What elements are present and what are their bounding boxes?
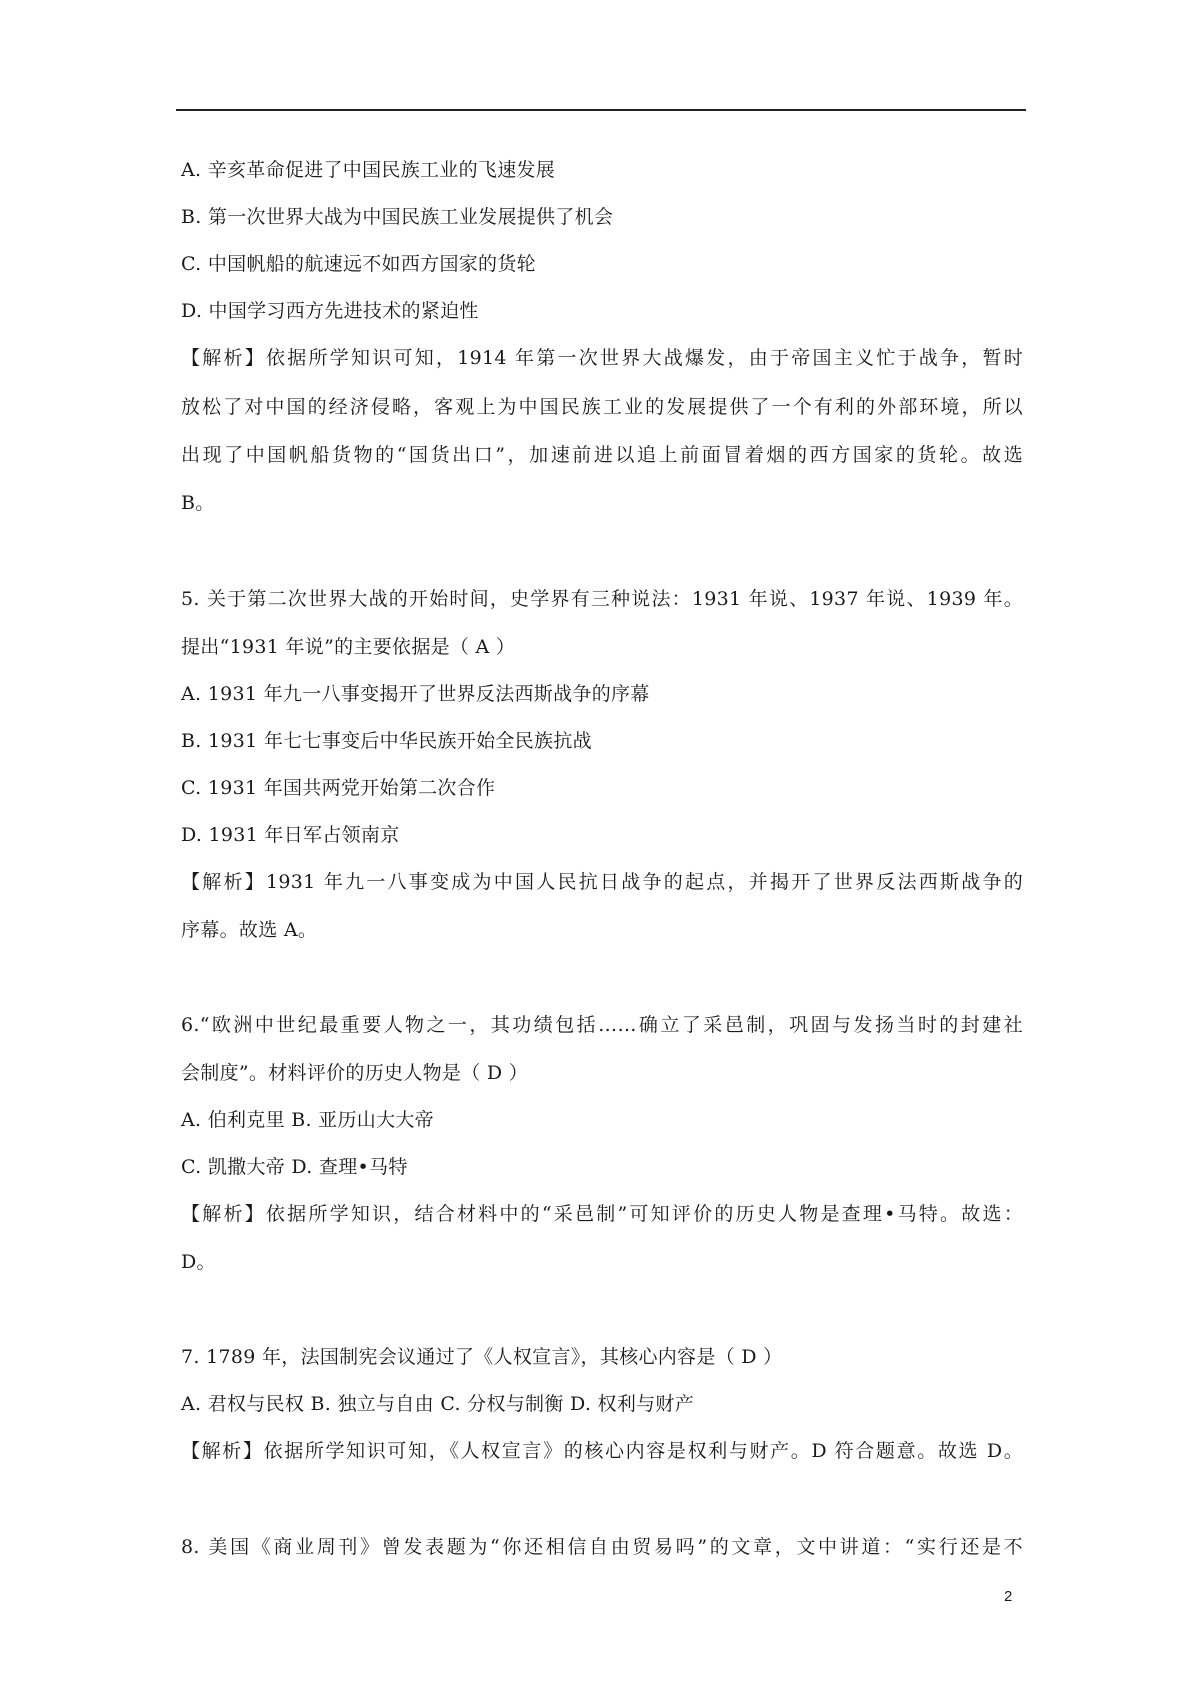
q4-analysis-line-4: B。 — [181, 492, 215, 514]
q5-analysis-line-2: 序幕。故选 A。 — [181, 919, 318, 941]
q6-stem-line-1: 6.“欧洲中世纪最重要人物之一，其功绩包括……确立了采邑制，巩固与发扬当时的封建社 — [181, 1014, 1023, 1036]
q8-stem-line-1: 8. 美国《商业周刊》曾发表题为“你还相信自由贸易吗”的文章，文中讲道：“实行还是不 — [181, 1536, 1023, 1558]
q6-options-cd: C. 凯撒大帝 D. 查理•马特 — [181, 1156, 408, 1178]
q6-analysis-line-2: D。 — [181, 1251, 216, 1273]
q5-stem-line-2: 提出“1931 年说”的主要依据是（ A ） — [181, 636, 516, 658]
q5-option-d: D. 1931 年日军占领南京 — [181, 824, 400, 846]
q6-stem-line-2: 会制度”。材料评价的历史人物是（ D ） — [181, 1062, 529, 1084]
q6-options-ab: A. 伯利克里 B. 亚历山大大帝 — [181, 1109, 434, 1131]
q5-option-c: C. 1931 年国共两党开始第二次合作 — [181, 777, 496, 799]
q4-analysis-line-3: 出现了中国帆船货物的“国货出口”，加速前进以追上前面冒着烟的西方国家的货轮。故选 — [181, 444, 1023, 466]
q4-option-a: A. 辛亥革命促进了中国民族工业的飞速发展 — [181, 159, 556, 181]
q4-option-d: D. 中国学习西方先进技术的紧迫性 — [181, 300, 479, 322]
q4-analysis-line-2: 放松了对中国的经济侵略，客观上为中国民族工业的发展提供了一个有利的外部环境，所以 — [181, 396, 1023, 418]
q7-analysis: 【解析】依据所学知识可知，《人权宣言》的核心内容是权利与财产。D 符合题意。故选 D。 — [181, 1440, 1023, 1462]
q4-analysis-line-1: 【解析】依据所学知识可知，1914 年第一次世界大战爆发，由于帝国主义忙于战争，暂时 — [181, 347, 1023, 369]
q5-option-b: B. 1931 年七七事变后中华民族开始全民族抗战 — [181, 730, 592, 752]
page-number: 2 — [1004, 1588, 1013, 1605]
q7-stem: 7. 1789 年，法国制宪会议通过了《人权宣言》，其核心内容是（ D ） — [181, 1346, 783, 1368]
header-rule — [176, 109, 1026, 111]
q5-stem-line-1: 5. 关于第二次世界大战的开始时间，史学界有三种说法：1931 年说、1937 年说、1939 年。 — [181, 588, 1023, 610]
q5-analysis-line-1: 【解析】1931 年九一八事变成为中国人民抗日战争的起点，并揭开了世界反法西斯战争的 — [181, 871, 1023, 893]
q7-options: A. 君权与民权 B. 独立与自由 C. 分权与制衡 D. 权利与财产 — [181, 1393, 695, 1415]
q4-option-b: B. 第一次世界大战为中国民族工业发展提供了机会 — [181, 206, 614, 228]
q5-option-a: A. 1931 年九一八事变揭开了世界反法西斯战争的序幕 — [181, 683, 650, 705]
q4-option-c: C. 中国帆船的航速远不如西方国家的货轮 — [181, 253, 536, 275]
q6-analysis-line-1: 【解析】依据所学知识，结合材料中的“采邑制”可知评价的历史人物是查理•马特。故选： — [181, 1203, 1023, 1225]
